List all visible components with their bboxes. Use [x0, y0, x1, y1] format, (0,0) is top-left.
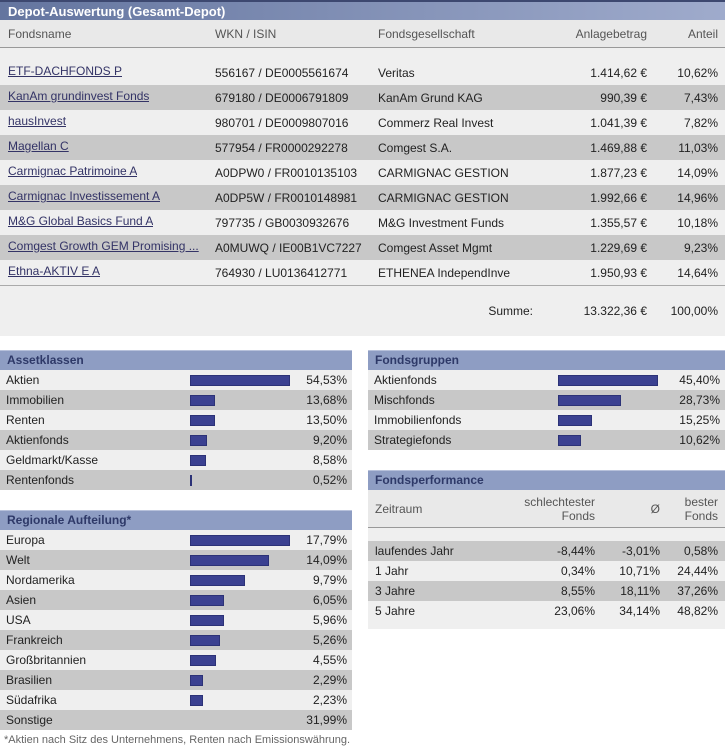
- chart-row-label: Mischfonds: [374, 393, 435, 407]
- regionale-aufteilung-section: [0, 510, 352, 730]
- fund-amount: 1.355,57 €: [590, 215, 647, 230]
- performance-row: [368, 561, 725, 581]
- fund-share: 11,03%: [678, 140, 718, 155]
- fund-link[interactable]: hausInvest: [8, 114, 67, 128]
- chart-bar: [190, 615, 224, 626]
- fund-row: [0, 135, 725, 160]
- chart-row-label: Brasilien: [6, 673, 53, 687]
- chart-row-label: Großbritannien: [6, 653, 87, 667]
- fund-share: 7,82%: [683, 115, 718, 130]
- fund-share: 14,09%: [677, 165, 718, 180]
- fund-company: ETHENEA IndependInve: [378, 265, 511, 280]
- regionale-aufteilung-header: [0, 510, 352, 530]
- fund-wkn-isin: 980701 / DE0009807016: [215, 115, 349, 130]
- chart-row: [0, 550, 352, 570]
- chart-row-value: 54,53%: [306, 373, 347, 387]
- chart-row: [0, 650, 352, 670]
- performance-period: 3 Jahre: [375, 584, 416, 598]
- assetklassen-section: [0, 350, 352, 490]
- performance-row: [368, 541, 725, 561]
- regionale-aufteilung-title: Regionale Aufteilung*: [7, 513, 132, 527]
- fondsgruppen-header: [368, 350, 725, 370]
- chart-row-value: 15,25%: [679, 413, 720, 427]
- performance-best: 24,44%: [677, 564, 718, 578]
- chart-bar-area: [190, 530, 292, 550]
- fund-company: Comgest S.A.: [378, 140, 453, 155]
- fund-row: [0, 60, 725, 85]
- fund-link[interactable]: Carmignac Patrimoine A: [8, 164, 138, 178]
- chart-bar: [558, 375, 658, 386]
- performance-worst: 23,06%: [554, 604, 595, 618]
- chart-row-value: 4,55%: [312, 653, 347, 667]
- chart-row-value: 9,79%: [312, 573, 347, 587]
- chart-bar-area: [190, 650, 292, 670]
- chart-row: [0, 430, 352, 450]
- chart-bar-area: [558, 430, 660, 450]
- chart-row: [368, 390, 725, 410]
- fondsgruppen-title: Fondsgruppen: [375, 353, 459, 367]
- fund-row: [0, 110, 725, 135]
- chart-bar: [558, 435, 581, 446]
- right-column: [368, 350, 725, 747]
- fund-link[interactable]: Magellan C: [8, 139, 69, 153]
- column-anlagebetrag: Anlagebetrag: [575, 26, 647, 41]
- column-zeitraum: Zeitraum: [375, 501, 423, 516]
- assetklassen-header: [0, 350, 352, 370]
- chart-row-value: 8,58%: [312, 453, 347, 467]
- fund-wkn-isin: A0DP5W / FR0010148981: [215, 190, 358, 205]
- chart-row-value: 17,79%: [306, 533, 347, 547]
- summe-label: Summe:: [488, 304, 533, 318]
- bottom-panels: [0, 350, 725, 747]
- performance-best: 0,58%: [683, 544, 718, 558]
- chart-bar: [190, 435, 207, 446]
- summe-row: [0, 286, 725, 336]
- chart-bar-area: [190, 690, 292, 710]
- column-wkn-isin: WKN / ISIN: [215, 26, 277, 41]
- fund-table: [0, 20, 725, 336]
- fund-share: 14,64%: [677, 265, 718, 280]
- chart-bar-area: [190, 410, 292, 430]
- chart-bar-area: [190, 630, 292, 650]
- chart-row: [0, 370, 352, 390]
- fund-amount: 1.877,23 €: [590, 165, 647, 180]
- performance-worst: 8,55%: [560, 584, 595, 598]
- fondsperformance-rows: [368, 541, 725, 621]
- fund-company: KanAm Grund KAG: [378, 90, 483, 105]
- fund-table-header: [0, 20, 725, 48]
- fund-wkn-isin: 764930 / LU0136412771: [215, 265, 348, 280]
- fund-link[interactable]: M&G Global Basics Fund A: [8, 214, 154, 228]
- chart-row: [0, 450, 352, 470]
- performance-best: 48,82%: [677, 604, 718, 618]
- fund-name-cell: [0, 214, 215, 231]
- fund-name-cell: [0, 139, 215, 156]
- chart-row-label: Südafrika: [6, 693, 57, 707]
- chart-bar: [190, 695, 203, 706]
- fund-row: [0, 185, 725, 210]
- performance-average: 34,14%: [619, 604, 660, 618]
- chart-row: [0, 610, 352, 630]
- fund-amount: 990,39 €: [600, 90, 647, 105]
- fund-share: 7,43%: [683, 90, 718, 105]
- performance-worst: 0,34%: [560, 564, 595, 578]
- column-anteil: Anteil: [687, 26, 718, 41]
- fund-name-cell: [0, 64, 215, 81]
- chart-bar-area: [558, 370, 660, 390]
- fund-share: 10,18%: [677, 215, 718, 230]
- chart-bar-area: [190, 450, 292, 470]
- fund-link[interactable]: KanAm grundinvest Fonds: [8, 89, 150, 103]
- chart-row: [368, 410, 725, 430]
- fund-link[interactable]: Ethna-AKTIV E A: [8, 264, 101, 278]
- fund-link[interactable]: ETF-DACHFONDS P: [8, 64, 122, 78]
- fondsgruppen-rows: [368, 370, 725, 450]
- chart-row-label: USA: [6, 613, 31, 627]
- chart-row-value: 0,52%: [312, 473, 347, 487]
- fund-amount: 1.041,39 €: [590, 115, 647, 130]
- fund-row: [0, 160, 725, 185]
- chart-bar-area: [190, 590, 292, 610]
- performance-average: -3,01%: [621, 544, 660, 558]
- fund-row: [0, 260, 725, 285]
- fund-company: CARMIGNAC GESTION: [378, 190, 509, 205]
- fund-wkn-isin: 797735 / GB0030932676: [215, 215, 350, 230]
- chart-bar-area: [190, 670, 292, 690]
- chart-row-label: Strategiefonds: [374, 433, 452, 447]
- fund-company: Veritas: [378, 65, 415, 80]
- chart-row-label: Renten: [6, 413, 45, 427]
- fund-company: Commerz Real Invest: [378, 115, 494, 130]
- chart-row-value: 45,40%: [679, 373, 720, 387]
- column-fondsname: Fondsname: [8, 26, 72, 41]
- chart-bar-area: [190, 470, 292, 490]
- performance-worst: -8,44%: [556, 544, 595, 558]
- fund-name-cell: [0, 89, 215, 106]
- chart-bar-area: [190, 570, 292, 590]
- chart-row-label: Nordamerika: [6, 573, 75, 587]
- chart-row: [0, 470, 352, 490]
- fund-name-cell: [0, 189, 215, 206]
- chart-bar-area: [190, 430, 292, 450]
- chart-row-label: Aktien: [6, 373, 40, 387]
- fund-share: 10,62%: [677, 65, 718, 80]
- chart-row-value: 14,09%: [306, 553, 347, 567]
- spacer: [368, 450, 725, 470]
- fund-amount: 1.992,66 €: [590, 190, 647, 205]
- chart-row-label: Asien: [6, 593, 37, 607]
- fondsperformance-column-header: [368, 490, 725, 528]
- chart-bar-area: [190, 610, 292, 630]
- chart-row-value: 31,99%: [306, 713, 347, 727]
- chart-row: [0, 710, 352, 730]
- chart-row-value: 9,20%: [312, 433, 347, 447]
- chart-row-label: Geldmarkt/Kasse: [6, 453, 99, 467]
- column-bester-fonds: bester Fonds: [684, 494, 718, 523]
- chart-bar: [558, 395, 621, 406]
- fund-wkn-isin: A0DPW0 / FR0010135103: [215, 165, 358, 180]
- column-schlechtester-fonds: schlechtester Fonds: [524, 494, 595, 523]
- chart-row-value: 13,50%: [306, 413, 347, 427]
- fund-amount: 1.950,93 €: [590, 265, 647, 280]
- chart-bar-area: [190, 370, 292, 390]
- fund-amount: 1.469,88 €: [590, 140, 647, 155]
- performance-average: 10,71%: [619, 564, 660, 578]
- chart-row: [368, 430, 725, 450]
- spacer: [368, 528, 725, 541]
- fondsgruppen-section: [368, 350, 725, 450]
- assetklassen-rows: [0, 370, 352, 490]
- chart-row: [0, 390, 352, 410]
- chart-row: [0, 690, 352, 710]
- chart-bar-area: [190, 710, 292, 730]
- fund-company: CARMIGNAC GESTION: [378, 165, 509, 180]
- summe-share: 100,00%: [670, 304, 718, 318]
- chart-row: [0, 590, 352, 610]
- chart-row-value: 5,96%: [312, 613, 347, 627]
- fund-link[interactable]: Comgest Growth GEM Promising ...: [8, 239, 199, 253]
- left-column: [0, 350, 352, 747]
- assetklassen-title: Assetklassen: [7, 353, 84, 367]
- chart-row: [0, 410, 352, 430]
- fund-row: [0, 235, 725, 260]
- chart-bar: [190, 455, 206, 466]
- chart-row-label: Aktienfonds: [6, 433, 69, 447]
- fund-share: 14,96%: [677, 190, 718, 205]
- fund-wkn-isin: A0MUWQ / IE00B1VC7227: [215, 240, 362, 255]
- chart-bar: [190, 415, 215, 426]
- page-title-bar: [0, 0, 725, 20]
- fund-wkn-isin: 556167 / DE0005561674: [215, 65, 349, 80]
- spacer: [0, 490, 352, 510]
- fund-name-cell: [0, 264, 215, 281]
- fund-wkn-isin: 577954 / FR0000292278: [215, 140, 348, 155]
- chart-bar: [190, 535, 290, 546]
- fund-amount: 1.414,62 €: [590, 65, 647, 80]
- fund-table-body: [0, 48, 725, 286]
- chart-row-value: 13,68%: [306, 393, 347, 407]
- chart-bar: [190, 375, 290, 386]
- performance-row: [368, 581, 725, 601]
- fund-link[interactable]: Carmignac Investissement A: [8, 189, 161, 203]
- chart-bar: [558, 415, 592, 426]
- chart-bar-area: [558, 390, 660, 410]
- fund-name-cell: [0, 239, 215, 256]
- chart-bar: [190, 635, 220, 646]
- chart-row-value: 2,23%: [312, 693, 347, 707]
- performance-row: [368, 601, 725, 621]
- performance-period: laufendes Jahr: [375, 544, 454, 558]
- fund-share: 9,23%: [683, 240, 718, 255]
- performance-period: 1 Jahr: [375, 564, 409, 578]
- chart-bar: [190, 475, 192, 486]
- chart-row-value: 10,62%: [679, 433, 720, 447]
- chart-bar-area: [190, 550, 292, 570]
- page-title: Depot-Auswertung (Gesamt-Depot): [8, 4, 226, 19]
- chart-row-label: Rentenfonds: [6, 473, 75, 487]
- chart-row-value: 6,05%: [312, 593, 347, 607]
- performance-period: 5 Jahre: [375, 604, 416, 618]
- chart-bar: [190, 675, 203, 686]
- spacer: [368, 621, 725, 629]
- chart-row-value: 2,29%: [312, 673, 347, 687]
- fondsperformance-title: Fondsperformance: [375, 473, 484, 487]
- chart-row-label: Europa: [6, 533, 45, 547]
- chart-row: [0, 630, 352, 650]
- footnote: *Aktien nach Sitz des Unternehmens, Renten nach Emissionswährung.: [4, 734, 351, 746]
- chart-bar-area: [558, 410, 660, 430]
- fondsperformance-header: [368, 470, 725, 490]
- fund-name-cell: [0, 114, 215, 131]
- regionale-aufteilung-rows: [0, 530, 352, 730]
- performance-best: 37,26%: [677, 584, 718, 598]
- chart-row: [368, 370, 725, 390]
- chart-bar: [190, 655, 216, 666]
- chart-row-label: Aktienfonds: [374, 373, 437, 387]
- fund-row: [0, 85, 725, 110]
- chart-row: [0, 670, 352, 690]
- chart-row-label: Immobilien: [6, 393, 65, 407]
- chart-row-label: Welt: [6, 553, 30, 567]
- summe-amount: 13.322,36 €: [583, 304, 647, 318]
- chart-bar: [190, 555, 269, 566]
- chart-bar-area: [190, 390, 292, 410]
- fund-company: M&G Investment Funds: [378, 215, 505, 230]
- chart-bar: [190, 575, 245, 586]
- fondsperformance-section: [368, 470, 725, 629]
- chart-row-label: Sonstige: [6, 713, 53, 727]
- column-fondsgesellschaft: Fondsgesellschaft: [378, 26, 475, 41]
- fund-amount: 1.229,69 €: [590, 240, 647, 255]
- chart-row-label: Frankreich: [6, 633, 63, 647]
- chart-bar: [190, 395, 215, 406]
- chart-row-label: Immobilienfonds: [374, 413, 462, 427]
- chart-row: [0, 570, 352, 590]
- fund-company: Comgest Asset Mgmt: [378, 240, 493, 255]
- chart-row-value: 5,26%: [312, 633, 347, 647]
- fund-name-cell: [0, 164, 215, 181]
- fund-wkn-isin: 679180 / DE0006791809: [215, 90, 349, 105]
- column-durchschnitt: Ø: [650, 501, 660, 516]
- chart-bar: [190, 595, 224, 606]
- performance-average: 18,11%: [620, 584, 660, 598]
- chart-row: [0, 530, 352, 550]
- chart-row-value: 28,73%: [679, 393, 720, 407]
- fund-row: [0, 210, 725, 235]
